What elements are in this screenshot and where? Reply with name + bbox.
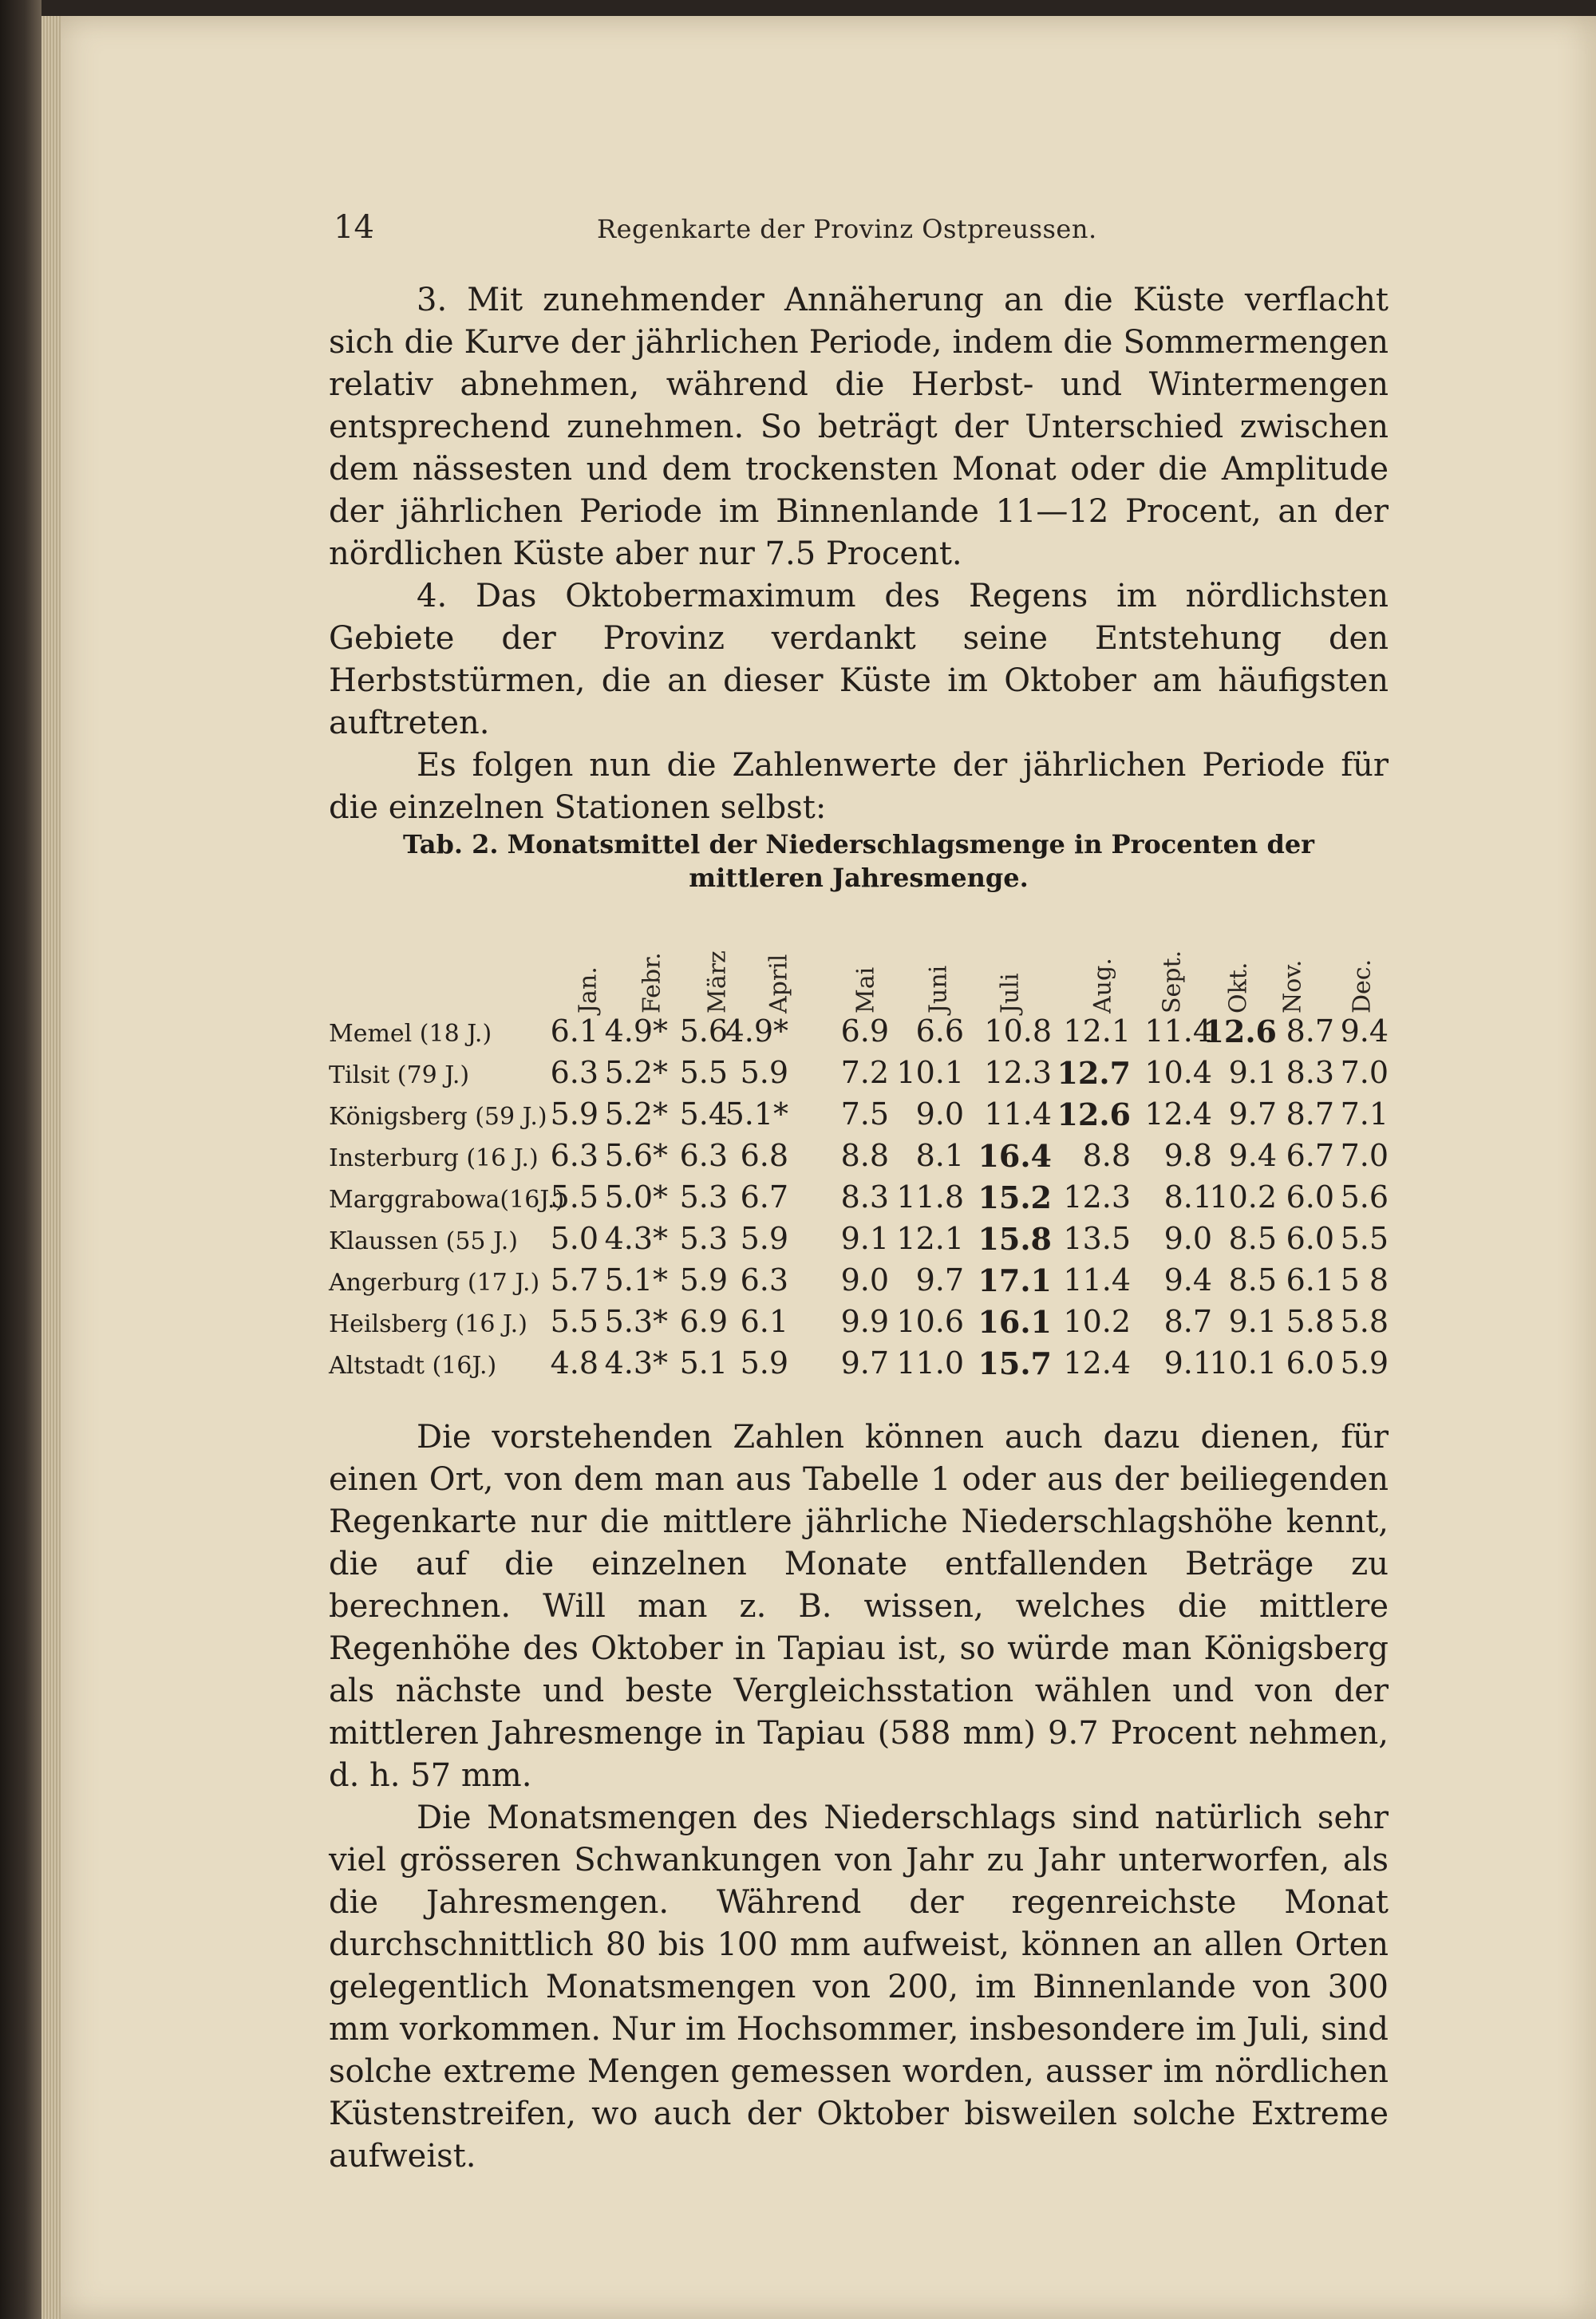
body-text-bottom [329, 1416, 1389, 2178]
table-cell: 5.6 [1340, 1179, 1389, 1215]
month-header [1277, 918, 1309, 1013]
table-cell: 5.9 [740, 1221, 788, 1256]
table-cell: 6.7 [740, 1179, 788, 1215]
table-cell: 8.8 [840, 1138, 889, 1173]
table-cell: 5.8 [1286, 1304, 1334, 1339]
table-cell: 5.1* [725, 1096, 788, 1132]
table-cell: 15.2 [978, 1179, 1052, 1215]
table-cell: 7.1 [1340, 1096, 1389, 1132]
table-cell: 8.5 [1228, 1221, 1277, 1256]
station-name: Marggrabowa(16J.) [329, 1186, 565, 1214]
table-cell: 5.2* [604, 1096, 668, 1132]
paragraph: 3. Mit zunehmender Annäherung an die Küste verflacht sich die Kurve der jährlichen Periode, indem die Sommermengen relativ abnehmen, während die Herbst- und Wintermengen entsprechend zunehmen. So beträgt der Unterschied zwischen dem nässesten und dem trockensten Monat oder die Amplitude der jährlichen Periode im Binnenlande 11—12 Procent, an der nördlichen Küste aber nur 7.5 Procent. [329, 282, 1389, 572]
table-row [329, 1304, 1389, 1345]
table-cell: 8.5 [1228, 1262, 1277, 1298]
month-header [1156, 918, 1188, 1013]
table-cell: 5.4 [679, 1096, 728, 1132]
table-cell: 7.0 [1340, 1138, 1389, 1173]
table-cell: 12.4 [1144, 1096, 1212, 1132]
table-cell: 6.0 [1286, 1221, 1334, 1256]
table-cell: 12.1 [896, 1221, 964, 1256]
table-cell: 9.0 [915, 1096, 964, 1132]
table-cell: 6.3 [679, 1138, 728, 1173]
table-cell: 5.9 [550, 1096, 598, 1132]
month-header-label: Okt. [1224, 962, 1253, 1013]
table-cell: 13.5 [1063, 1221, 1131, 1256]
table-cell: 8.8 [1082, 1138, 1131, 1173]
month-header [763, 918, 795, 1013]
table-cell: 10.6 [896, 1304, 964, 1339]
table-cell: 10.4 [1144, 1055, 1212, 1090]
table-cell: 6.0 [1286, 1179, 1334, 1215]
table-cell: 5.9 [740, 1345, 788, 1381]
station-name: Klaussen (55 J.) [329, 1227, 518, 1255]
table-cell: 11.4 [1144, 1013, 1212, 1049]
table-cell: 5.8 [1340, 1304, 1389, 1339]
table-cell: 12.6 [1057, 1096, 1131, 1132]
month-header [994, 918, 1026, 1013]
page-number: 14 [334, 209, 374, 246]
table-cell: 9.7 [1228, 1096, 1277, 1132]
table-cell: 8.3 [840, 1179, 889, 1215]
table-cell: 9.7 [840, 1345, 889, 1381]
month-header-label: Dec. [1348, 958, 1377, 1013]
station-name: Altstadt (16J.) [329, 1352, 497, 1380]
table-row [329, 1262, 1389, 1304]
paragraph: Die vorstehenden Zahlen können auch dazu dienen, für einen Ort, von dem man aus Tabelle 1 oder aus der beiliegenden Regenkarte nur die mittlere jährliche Niederschlagshöhe kennt, die auf die einzelnen Monate entfallenden Beträge zu berechnen. Will man z. B. wissen, welches die mittlere Regenhöhe des Oktober in Tapiau ist, so würde man Königsberg als nächste und beste Vergleichsstation wählen und von der mittleren Jahresmenge in Tapiau (588 mm) 9.7 Procent nehmen, d. h. 57 mm. [329, 1419, 1389, 1794]
table-caption-line: Tab. 2. Monatsmittel der Niederschlagsmenge in Procenten der [402, 829, 1315, 859]
month-header [572, 918, 604, 1013]
table-cell: 5.9 [679, 1262, 728, 1298]
table-cell: 5.3 [679, 1221, 728, 1256]
table-cell: 8.7 [1286, 1013, 1334, 1049]
station-name: Insterburg (16 J.) [329, 1144, 539, 1172]
table-cell: 9.1 [840, 1221, 889, 1256]
month-header [850, 918, 882, 1013]
month-header-label: Mai [851, 966, 880, 1013]
table-cell: 12.4 [1063, 1345, 1131, 1381]
table-cell: 15.7 [978, 1345, 1052, 1381]
table-cell: 5.6* [604, 1138, 668, 1173]
table-cell: 8.1 [1163, 1179, 1212, 1215]
table-cell: 6.9 [679, 1304, 728, 1339]
table-cell: 8.3 [1286, 1055, 1334, 1090]
running-title: Regenkarte der Provinz Ostpreussen. [597, 214, 1097, 244]
table-cell: 5.6 [679, 1013, 728, 1049]
table-row [329, 1055, 1389, 1096]
table-cell: 11.8 [896, 1179, 964, 1215]
table-cell: 16.4 [978, 1138, 1052, 1174]
table-cell: 7.0 [1340, 1055, 1389, 1090]
table-cell: 10.2 [1063, 1304, 1131, 1339]
month-header-label: Aug. [1088, 958, 1117, 1013]
month-header-label: April [764, 954, 793, 1013]
station-name: Angerburg (17 J.) [329, 1269, 540, 1297]
table-cell: 5.0* [604, 1179, 668, 1215]
table-caption [329, 828, 1389, 895]
table-cell: 8.1 [915, 1138, 964, 1173]
table-cell: 9.4 [1340, 1013, 1389, 1049]
table-row [329, 1179, 1389, 1221]
table-cell: 5.5 [1340, 1221, 1389, 1256]
station-name: Memel (18 J.) [329, 1020, 492, 1048]
table-cell: 6.7 [1286, 1138, 1334, 1173]
table-cell: 4.8 [550, 1345, 598, 1381]
table-cell: 6.3 [550, 1055, 598, 1090]
table-cell: 5.9 [740, 1055, 788, 1090]
table-cell: 4.9* [604, 1013, 668, 1049]
month-header [1223, 918, 1254, 1013]
table-cell: 6.1 [1286, 1262, 1334, 1298]
table-cell: 12.7 [1057, 1055, 1131, 1091]
month-header [701, 918, 733, 1013]
table-cell: 5.5 [550, 1304, 598, 1339]
table-cell: 11.4 [1063, 1262, 1131, 1298]
month-header [1346, 918, 1378, 1013]
table-cell: 12.1 [1063, 1013, 1131, 1049]
month-header-label: Nov. [1278, 959, 1307, 1013]
table-row [329, 1345, 1389, 1387]
table-body [329, 1013, 1389, 1387]
table-cell: 5.5 [679, 1055, 728, 1090]
table-cell: 9.0 [840, 1262, 889, 1298]
data-table [329, 918, 1389, 1387]
table-cell: 6.3 [740, 1262, 788, 1298]
table-cell: 5.2* [604, 1055, 668, 1090]
table-cell: 8.7 [1163, 1304, 1212, 1339]
table-row [329, 1221, 1389, 1262]
table-cell: 8.7 [1286, 1096, 1334, 1132]
station-name: Tilsit (79 J.) [329, 1061, 470, 1089]
table-cell: 9.9 [840, 1304, 889, 1339]
paragraph: 4. Das Oktobermaximum des Regens im nördlichsten Gebiete der Provinz verdankt seine Entstehung den Herbststürmen, die an dieser Küste im Oktober am häufigsten auftreten. [329, 578, 1389, 741]
month-header [922, 918, 954, 1013]
station-name: Königsberg (59 J.) [329, 1103, 547, 1131]
month-header-label: Juli [996, 973, 1025, 1013]
table-cell: 9.7 [915, 1262, 964, 1298]
table-cell: 6.0 [1286, 1345, 1334, 1381]
month-header-label: März [703, 950, 732, 1013]
table-cell: 5.3 [679, 1179, 728, 1215]
month-header [636, 918, 668, 1013]
page-header [334, 209, 1149, 249]
paragraph: Es folgen nun die Zahlenwerte der jährlichen Periode für die einzelnen Stationen selbst: [329, 747, 1389, 826]
table-cell: 9.0 [1163, 1221, 1212, 1256]
month-header-label: Jan. [574, 966, 602, 1013]
month-header-row [329, 918, 1389, 1013]
table-cell: 12.3 [984, 1055, 1052, 1090]
table-cell: 10.1 [1209, 1345, 1277, 1381]
table-cell: 5.9 [1340, 1345, 1389, 1381]
table-cell: 5.5 [550, 1179, 598, 1215]
month-header-label: Febr. [638, 952, 666, 1013]
table-cell: 5.1* [604, 1262, 668, 1298]
table-cell: 6.9 [840, 1013, 889, 1049]
station-name: Heilsberg (16 J.) [329, 1310, 527, 1338]
table-cell: 4.3* [604, 1345, 668, 1381]
table-cell: 9.4 [1163, 1262, 1212, 1298]
table-cell: 6.1 [550, 1013, 598, 1049]
table-cell: 5.1 [679, 1345, 728, 1381]
table-cell: 12.6 [1203, 1013, 1277, 1049]
table-row [329, 1138, 1389, 1179]
page-edge [41, 16, 61, 2319]
table-cell: 5 8 [1340, 1262, 1389, 1298]
table-cell: 9.1 [1228, 1304, 1277, 1339]
table-cell: 9.8 [1163, 1138, 1212, 1173]
table-cell: 5.3* [604, 1304, 668, 1339]
table-cell: 9.1 [1228, 1055, 1277, 1090]
paragraph: Die Monatsmengen des Niederschlags sind natürlich sehr viel grösseren Schwankungen von Jahr zu Jahr unterworfen, als die Jahresmengen. Während der regenreichste Monat durchschnittlich 80 bis 100 mm aufweist, können an allen Orten gelegentlich Monatsmengen von 200, im Binnenlande von 300 mm vorkommen. Nur im Hochsommer, insbesondere im Juli, sind solche extreme Mengen gemessen worden, ausser im nördlichen Küstenstreifen, wo auch der Oktober bisweilen solche Extreme aufweist. [329, 1799, 1389, 2175]
book-spine [0, 0, 41, 2319]
table-cell: 11.4 [984, 1096, 1052, 1132]
table-cell: 16.1 [978, 1304, 1052, 1340]
table-cell: 12.3 [1063, 1179, 1131, 1215]
table-cell: 10.2 [1209, 1179, 1277, 1215]
month-header [1087, 918, 1119, 1013]
month-header-label: Juni [924, 965, 953, 1013]
table-cell: 6.8 [740, 1138, 788, 1173]
table-cell: 9.1 [1163, 1345, 1212, 1381]
table-caption-line: mittleren Jahresmenge. [689, 863, 1029, 893]
table-cell: 6.1 [740, 1304, 788, 1339]
table-row [329, 1013, 1389, 1055]
table-cell: 17.1 [978, 1262, 1052, 1298]
month-header-label: Sept. [1158, 950, 1187, 1013]
table-cell: 5.0 [550, 1221, 598, 1256]
table-cell: 10.1 [896, 1055, 964, 1090]
table-cell: 4.9* [725, 1013, 788, 1049]
table-row [329, 1096, 1389, 1138]
table-cell: 7.5 [840, 1096, 889, 1132]
table-cell: 10.8 [984, 1013, 1052, 1049]
table-cell: 6.6 [915, 1013, 964, 1049]
table-cell: 4.3* [604, 1221, 668, 1256]
table-cell: 9.4 [1228, 1138, 1277, 1173]
table-cell: 5.7 [550, 1262, 598, 1298]
table-cell: 15.8 [978, 1221, 1052, 1257]
table-cell: 7.2 [840, 1055, 889, 1090]
table-cell: 11.0 [896, 1345, 964, 1381]
body-text-top [329, 279, 1389, 829]
table-cell: 6.3 [550, 1138, 598, 1173]
